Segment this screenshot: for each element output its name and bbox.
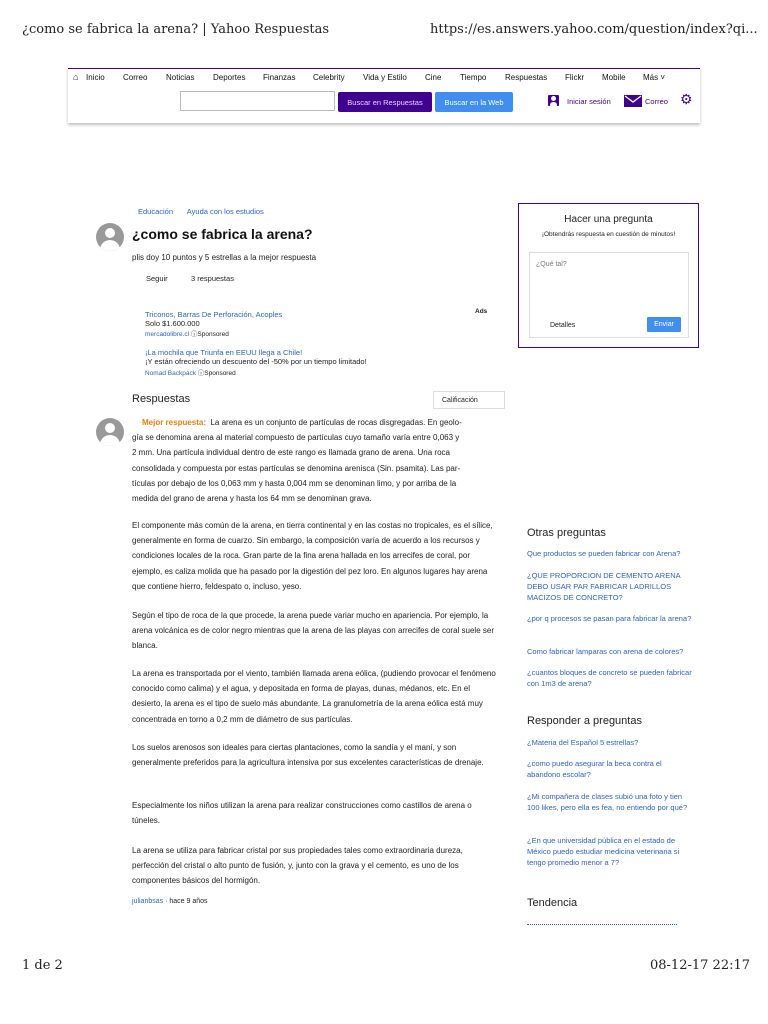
answer-questions-heading: Responder a preguntas <box>527 715 642 727</box>
question-input[interactable] <box>529 252 689 338</box>
answers-count: 3 respuestas <box>191 274 234 283</box>
ad1-title[interactable]: Triconos, Barras De Perforación, Acoples <box>145 310 283 319</box>
nav-item-celebrity[interactable]: Celebrity <box>313 73 345 82</box>
best-answer-paragraph-7: La arena se utiliza para fabricar cristal por sus propiedades tales como extraordinaria dureza, perfección del cristal o alto punto de fusión, y, junto con la grava y el cemento, es uno de los componentes básicos del hormigón. <box>132 846 463 886</box>
ads-label: Ads <box>475 308 488 315</box>
other-question-link[interactable]: ¿QUE PROPORCION DE CEMENTO ARENA DEBO USAR PAR FABRICAR LADRILLOS MACIZOS DE CONCRETO? <box>527 571 681 602</box>
nav-item-mobile[interactable]: Mobile <box>602 73 626 82</box>
nav-item-flickr[interactable]: Flickr <box>565 73 585 82</box>
sponsored-icon: ⓘ <box>197 370 205 377</box>
trending-cutoff-link[interactable] <box>527 923 692 926</box>
search-answers-button[interactable]: Buscar en Respuestas <box>338 92 432 112</box>
answers-heading: Respuestas <box>132 393 191 405</box>
answerer-avatar <box>96 418 124 446</box>
sort-select[interactable]: Calificación <box>433 391 505 409</box>
best-answer-label: Mejor respuesta: <box>142 418 207 427</box>
breadcrumb-educacion[interactable]: Educación <box>138 207 174 216</box>
signin-link[interactable]: Iniciar sesión <box>567 97 611 106</box>
other-question-link[interactable]: Como fabricar lamparas con arena de colores? <box>527 647 684 656</box>
question-input-placeholder: ¿Qué tal? <box>536 261 567 268</box>
ask-question-box <box>518 203 699 348</box>
answer-question-link[interactable]: ¿Materia del Español 5 estrellas? <box>527 738 639 747</box>
answer-time: · hace 9 años <box>163 898 208 905</box>
print-page-number: 1 de 2 <box>22 958 63 973</box>
top-navigation-bar <box>68 68 700 123</box>
nav-item-vida-y-estilo[interactable]: Vida y Estilo <box>363 73 407 82</box>
other-questions-heading: Otras preguntas <box>527 527 606 539</box>
nav-item-deportes[interactable]: Deportes <box>213 73 246 82</box>
nav-item-cine[interactable]: Cine <box>425 73 442 82</box>
search-input[interactable] <box>180 91 335 111</box>
search-web-button[interactable]: Buscar en la Web <box>435 92 513 112</box>
answer-question-link[interactable]: ¿como puedo asegurar la beca contra el abandono escolar? <box>527 759 662 779</box>
answer-author-link[interactable]: julianbsas <box>132 898 164 905</box>
ask-question-subtitle: ¡Obtendrás respuesta en cuestión de minutos! <box>541 231 676 238</box>
other-question-link[interactable]: ¿por q procesos se pasan para fabricar la arena? <box>527 614 692 623</box>
nav-item-correo[interactable]: Correo <box>123 73 148 82</box>
ad1-source: mercadolibre.cl ⓘSponsored <box>145 331 229 338</box>
ad1-price: Solo $1.600.000 <box>145 319 200 328</box>
nav-item-noticias[interactable]: Noticias <box>166 73 195 82</box>
follow-button[interactable]: Seguir <box>146 274 168 283</box>
ad2-title[interactable]: ¡La mochila que Triunfa en EEUU llega a Chile! <box>145 348 303 357</box>
breadcrumb-ayuda-estudios[interactable]: Ayuda con los estudios <box>186 207 264 216</box>
user-icon[interactable] <box>548 95 559 106</box>
nav-item-mas[interactable]: Más ˅ <box>643 73 666 82</box>
best-answer-paragraph-4: La arena es transportada por el viento, también llamada arena eólica, (pudiendo provocar el fenómeno conocido como calima) y el agua, y depositada en forma de playas, dunas, médanos, etc. En el desierto, la arena es el tipo de suelo más abundante. La granulometría de la arena eólica está muy concentrada en torno a 0,2 mm de diámetro de sus partículas. <box>132 669 496 724</box>
ask-question-title: Hacer una pregunta <box>564 214 653 225</box>
print-page-title: ¿como se fabrica la arena? | Yahoo Respuestas <box>22 22 330 37</box>
print-page-url: https://es.answers.yahoo.com/question/index?qi... <box>430 22 758 37</box>
sponsored-icon: ⓘ <box>190 331 198 338</box>
other-question-link[interactable]: Que productos se pueden fabricar con Arena? <box>527 549 681 558</box>
gear-icon[interactable]: ⚙ <box>680 91 693 107</box>
question-title: ¿como se fabrica la arena? <box>132 226 313 242</box>
chevron-down-icon: ˅ <box>660 73 666 82</box>
asker-avatar <box>96 223 124 251</box>
nav-item-tiempo[interactable]: Tiempo <box>460 73 487 82</box>
best-answer-paragraph-5: Los suelos arenosos son ideales para ciertas plantaciones, como la sandía y el maní, y son generalmente preferidos para la agricultura intensiva por sus excelentes características de drenaje. <box>132 743 484 768</box>
nav-item-inicio[interactable]: Inicio <box>86 73 105 82</box>
nav-item-respuestas[interactable]: Respuestas <box>505 73 548 82</box>
best-answer-paragraph-1: Mejor respuesta: La arena es un conjunto de partículas de rocas disgregadas. En geolo- gía se denomina arena al material compuesto de partículas cuyo tamaño varía entre 0,063 y 2 mm. Una partícula individual dentro de este rango es llamada grano de arena. Una roca consolidada y compuesta por estas partículas se denomina arenisca (Sin. psamita). Las par- tículas por debajo de los 0,063 mm y hasta 0,004 mm se denominan limo, y por arriba de la medida del grano de arena y hasta los 64 mm se denominan grava. <box>132 418 462 504</box>
details-link[interactable]: Detalles <box>550 322 576 329</box>
best-answer-paragraph-6: Especialmente los niños utilizan la arena para realizar construcciones como castillos de arena o túneles. <box>132 801 472 826</box>
best-answer-paragraph-2: El componente más común de la arena, en tierra continental y en las costas no tropicales, es el sílice, generalmente en forma de cuarzo. Sin embargo, la composición varía de acuerdo a los recursos y condiciones locales de la roca. Gran parte de la fina arena hallada en los arrecifes de coral, por ejemplo, es caliza molida que ha pasado por la digestión del pez loro. En algunos lugares hay arena que contiene hierro, feldespato o, incluso, yeso. <box>132 521 493 591</box>
ad2-source: Nomad Backpack ⓘSponsored <box>145 370 236 377</box>
trending-heading: Tendencia <box>527 897 578 909</box>
send-question-button[interactable]: Enviar <box>647 317 681 332</box>
mail-link[interactable]: Correo <box>645 97 668 106</box>
ad2-text: ¡Y están ofreciendo un descuento del -50% por un tiempo limitado! <box>145 357 367 366</box>
question-details: plis doy 10 puntos y 5 estrellas a la mejor respuesta <box>132 253 317 262</box>
best-answer-paragraph-3: Según el tipo de roca de la que procede, la arena puede variar mucho en apariencia. Por ejemplo, la arena volcánica es de color negro mientras que la arena de las playas con arrecifes de coral suele ser blanca. <box>132 611 494 651</box>
answer-question-link[interactable]: ¿En que universidad pública en el estado de México puedo estudiar medicina veterinaria si tengo promedio menor a 7? <box>527 836 680 867</box>
answer-meta <box>132 898 208 905</box>
mail-icon[interactable] <box>624 95 642 107</box>
nav-item-finanzas[interactable]: Finanzas <box>263 73 296 82</box>
print-datetime: 08-12-17 22:17 <box>650 958 751 973</box>
other-question-link[interactable]: ¿cuantos bloques de concreto se pueden fabricar con 1m3 de arena? <box>527 668 692 688</box>
breadcrumb <box>138 207 264 216</box>
home-icon[interactable]: ⌂ <box>73 72 79 82</box>
answer-question-link[interactable]: ¿Mi compañera de clases subió una foto y tien 100 likes, pero ella es fea, no entiendo por qué? <box>527 792 688 812</box>
